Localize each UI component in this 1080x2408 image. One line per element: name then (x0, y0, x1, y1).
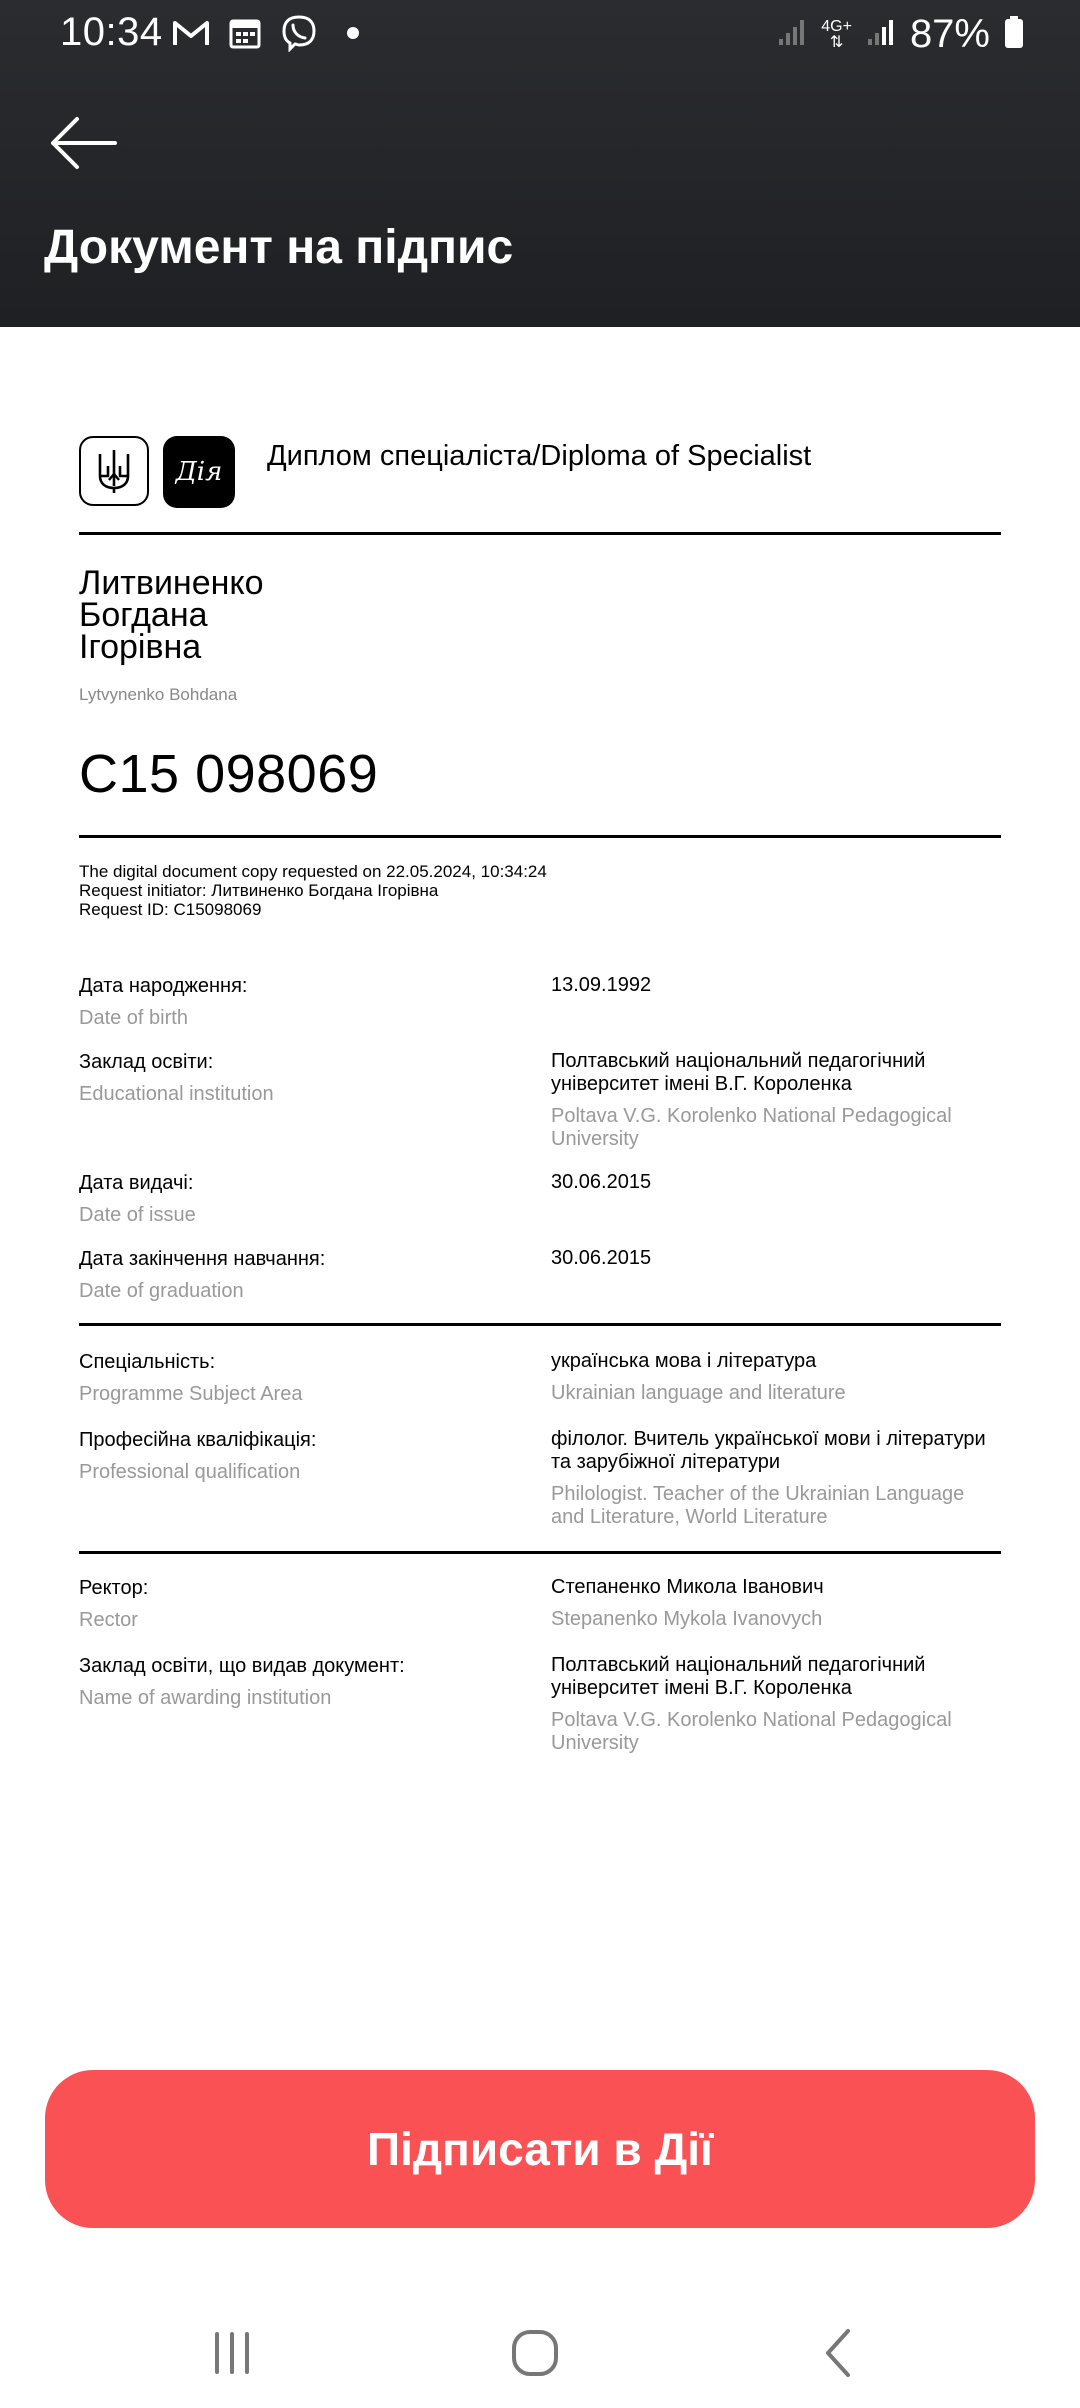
document-card (79, 436, 1001, 1777)
arrow-left-icon (49, 113, 119, 178)
calendar-icon (226, 14, 264, 52)
field-row (79, 1654, 1001, 1755)
back-button[interactable] (44, 105, 124, 185)
field-label: Дата видачі: (79, 1172, 194, 1194)
signal-icon (777, 17, 807, 52)
divider (79, 1551, 1001, 1554)
field-value: українська мова і література (551, 1350, 817, 1372)
document-number: C15 098069 (79, 744, 379, 804)
field-label: Заклад освіти, що видав документ: (79, 1655, 405, 1677)
field-value: 30.06.2015 (551, 1247, 652, 1269)
field-label: Ректор: (79, 1577, 149, 1599)
divider (79, 532, 1001, 535)
field-row (79, 1428, 1001, 1529)
dot-icon (334, 14, 372, 52)
status-bar (0, 0, 1080, 70)
field-row (79, 1171, 1001, 1227)
section-qualification (79, 1350, 1001, 1529)
field-label-en: Date of birth (79, 1007, 188, 1029)
divider (79, 835, 1001, 838)
section-personal (79, 974, 1001, 1303)
field-value-en: Poltava V.G. Korolenko National Pedagogical University (551, 1709, 952, 1754)
field-value: філолог. Вчитель української мови і літератури та зарубіжної літератури (551, 1428, 986, 1473)
field-value: Полтавський національний педагогічний університет імені В.Г. Короленка (551, 1654, 926, 1699)
field-label-en: Programme Subject Area (79, 1383, 303, 1405)
back-nav-button[interactable] (798, 2320, 878, 2390)
field-label-en: Date of graduation (79, 1280, 244, 1302)
status-system-icons (777, 12, 1024, 57)
field-label: Дата народження: (79, 975, 248, 997)
field-row (79, 1247, 1001, 1303)
holder-name (79, 564, 1001, 666)
field-value: Степаненко Микола Іванович (551, 1576, 824, 1598)
field-label-en: Rector (79, 1609, 138, 1631)
divider (79, 1323, 1001, 1326)
field-label-en: Professional qualification (79, 1461, 301, 1483)
status-time: 10:34 (60, 10, 163, 54)
home-icon (509, 2327, 561, 2384)
field-value: Полтавський національний педагогічний університет імені В.Г. Короленка (551, 1050, 926, 1095)
document-type: Диплом спеціаліста/Diploma of Specialist (267, 440, 812, 472)
diia-logo: Дія (163, 436, 235, 508)
request-id: Request ID: C15098069 (79, 900, 262, 919)
field-label-en: Educational institution (79, 1083, 274, 1105)
field-value-en: Stepanenko Mykola Ivanovych (551, 1608, 823, 1630)
field-row (79, 1576, 1001, 1632)
document-header (79, 436, 1001, 510)
page-title: Документ на підпис (44, 221, 514, 274)
tryzub-icon (79, 436, 149, 506)
field-row (79, 1050, 1001, 1151)
field-value: 30.06.2015 (551, 1171, 652, 1193)
viber-icon (280, 14, 318, 52)
status-notification-icons (172, 14, 372, 52)
signal-icon-2 (866, 17, 896, 52)
holder-given-name: Богдана (79, 596, 208, 634)
holder-name-latin: Lytvynenko Bohdana (79, 685, 238, 704)
battery-percent: 87% (909, 12, 990, 56)
request-date: The digital document copy requested on 22.05.2024, 10:34:24 (79, 862, 547, 881)
field-label: Спеціальність: (79, 1351, 216, 1373)
request-initiator: Request initiator: Литвиненко Богдана Ігорівна (79, 881, 439, 900)
recents-icon (207, 2328, 257, 2383)
network-type: 4G+ (821, 17, 852, 35)
holder-patronymic: Ігорівна (79, 628, 202, 666)
field-label: Заклад освіти: (79, 1051, 214, 1073)
field-label-en: Name of awarding institution (79, 1687, 332, 1709)
system-nav-bar (0, 2300, 1080, 2408)
field-value-en: Philologist. Teacher of the Ukrainian Language and Literature, World Literature (551, 1483, 965, 1528)
field-value: 13.09.1992 (551, 974, 652, 996)
app-header (0, 0, 1080, 327)
field-label: Професійна кваліфікація: (79, 1429, 317, 1451)
request-info (79, 862, 1001, 919)
field-label: Дата закінчення навчання: (79, 1248, 326, 1270)
field-label-en: Date of issue (79, 1204, 196, 1226)
holder-surname: Литвиненко (79, 564, 264, 602)
field-value-en: Ukrainian language and literature (551, 1382, 846, 1404)
sign-in-diia-button[interactable]: Підписати в Дії (45, 2070, 1035, 2228)
gmail-icon (172, 14, 210, 52)
field-row (79, 974, 1001, 1030)
field-row (79, 1350, 1001, 1406)
network-type-icon: 4G+ ⇅ (821, 17, 852, 51)
battery-icon (1004, 15, 1024, 54)
section-issuer (79, 1576, 1001, 1755)
home-button[interactable] (495, 2320, 575, 2390)
recents-button[interactable] (192, 2320, 272, 2390)
field-value-en: Poltava V.G. Korolenko National Pedagogical University (551, 1105, 952, 1150)
back-nav-icon (818, 2327, 858, 2384)
